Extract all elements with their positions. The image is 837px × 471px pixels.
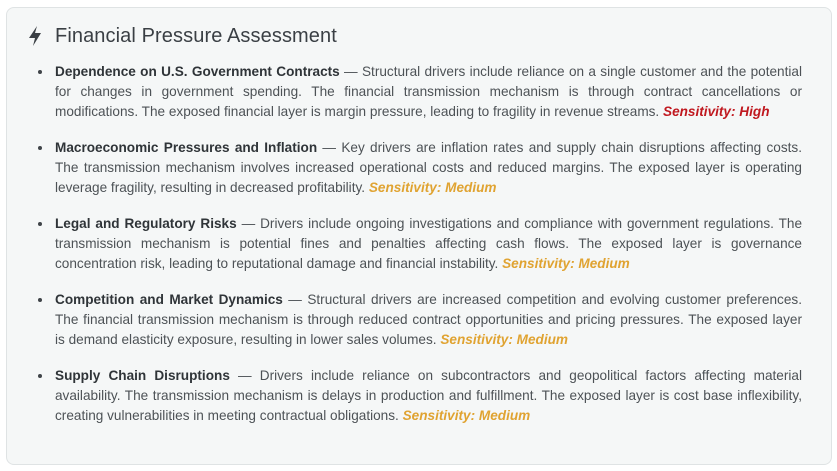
risk-name: Macroeconomic Pressures and Inflation bbox=[55, 140, 318, 155]
risk-description: Structural drivers include reliance on a single customer and the potential for changes in government spending. The financial transmission mechanism is through contract cancellations or modifications. The exposed financial layer is margin pressure, leading to fragility in revenue streams. bbox=[55, 64, 802, 119]
sensitivity-label: Sensitivity: Medium bbox=[440, 332, 568, 347]
card-header bbox=[27, 22, 337, 50]
separator: — bbox=[236, 216, 261, 231]
sensitivity-label: Sensitivity: Medium bbox=[402, 408, 531, 423]
risk-name: Competition and Market Dynamics bbox=[55, 292, 283, 307]
risk-description: Drivers include reliance on subcontractors and geopolitical factors affecting material availability. The transmission mechanism is delays in production and fulfillment. The exposed layer is cost base inflexibility, creating vulnerabilities in meeting contractual obligations. bbox=[55, 368, 802, 423]
separator: — bbox=[339, 64, 362, 79]
lightning-bolt-icon bbox=[27, 25, 43, 47]
list-item bbox=[27, 138, 802, 198]
list-item bbox=[27, 290, 802, 350]
risk-description: Key drivers are inflation rates and supply chain disruptions affecting costs. The transmission mechanism involves increased operational costs and reduced margins. The exposed layer is operating leverage fragility, resulting in decreased profitability. bbox=[55, 140, 802, 195]
risk-name: Supply Chain Disruptions bbox=[55, 368, 230, 383]
assessment-card bbox=[6, 7, 832, 465]
list-item bbox=[27, 366, 802, 426]
separator: — bbox=[317, 140, 342, 155]
sensitivity-label: Sensitivity: Medium bbox=[368, 180, 497, 195]
sensitivity-label: Sensitivity: Medium bbox=[502, 256, 630, 271]
risk-description: Structural drivers are increased competition and evolving customer preferences. The financial transmission mechanism is through reduced contract opportunities and pricing pressures. The exposed layer is demand elasticity exposure, resulting in lower sales volumes. bbox=[55, 292, 802, 347]
list-item bbox=[27, 62, 802, 122]
risk-list bbox=[27, 62, 802, 442]
page-title: Financial Pressure Assessment bbox=[55, 24, 337, 47]
risk-description: Drivers include ongoing investigations and compliance with government regulations. The transmission mechanism is potential fines and penalties affecting cash flows. The exposed layer is governance concentration risk, leading to reputational damage and financial instability. bbox=[55, 216, 803, 271]
list-item bbox=[27, 214, 802, 274]
sensitivity-label: Sensitivity: High bbox=[663, 104, 770, 119]
risk-name: Dependence on U.S. Government Contracts bbox=[55, 64, 340, 79]
separator: — bbox=[282, 292, 308, 307]
separator: — bbox=[229, 368, 260, 383]
risk-name: Legal and Regulatory Risks bbox=[55, 216, 237, 231]
